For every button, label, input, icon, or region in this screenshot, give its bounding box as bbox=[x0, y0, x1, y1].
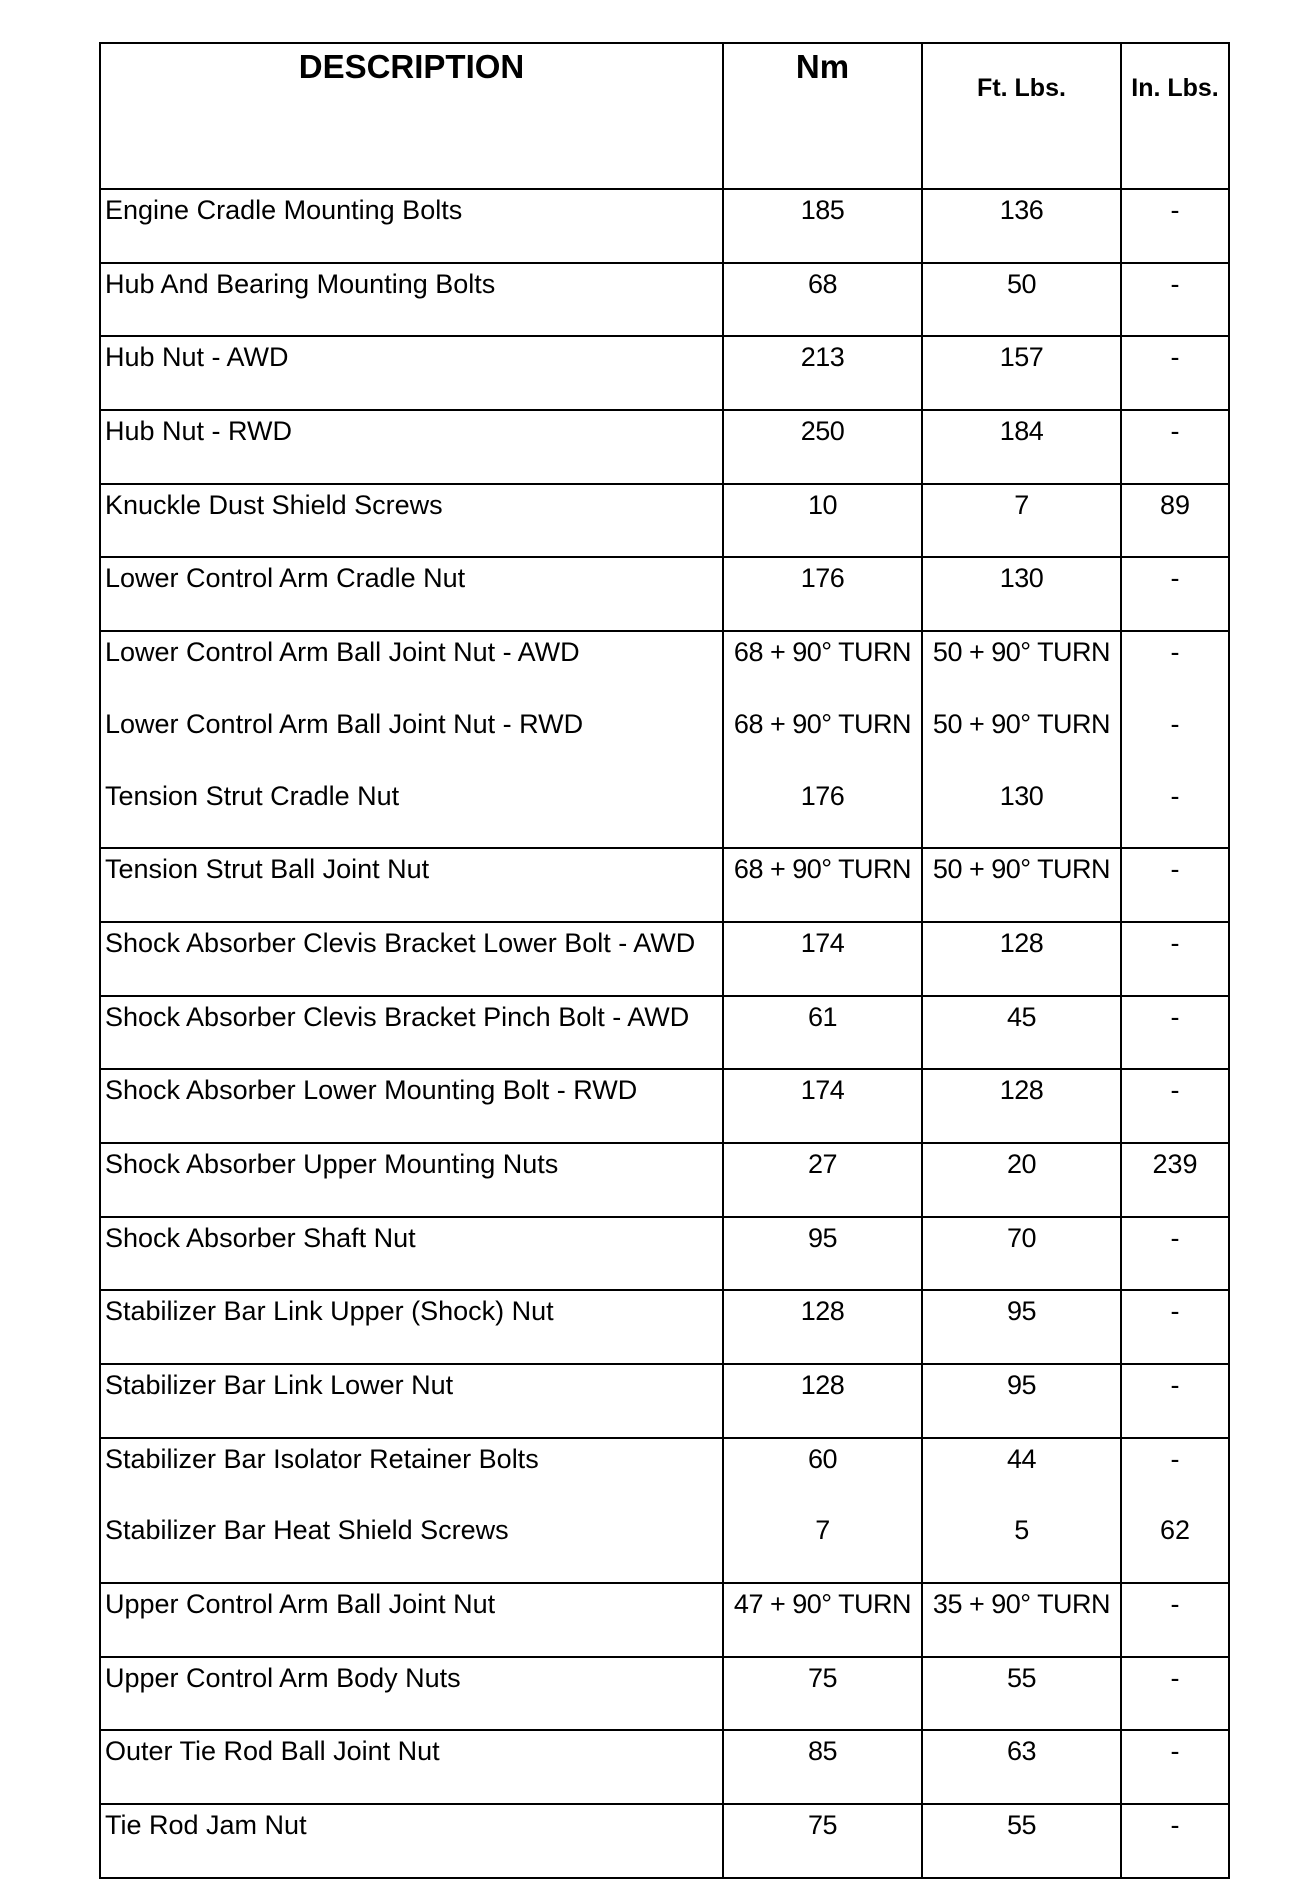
table-row bbox=[100, 557, 1229, 631]
ft-lbs-cell bbox=[922, 336, 1121, 410]
in-lbs-cell bbox=[1121, 1069, 1229, 1143]
description-line: Stabilizer Bar Isolator Retainer Bolts bbox=[105, 1443, 539, 1474]
description-cell bbox=[100, 996, 723, 1070]
table-row bbox=[100, 1143, 1229, 1217]
description-line: Hub Nut - RWD bbox=[105, 416, 293, 447]
in-lbs-cell bbox=[1121, 996, 1229, 1070]
in-lbs-cell bbox=[1121, 263, 1229, 337]
table-row bbox=[100, 1730, 1229, 1804]
in-lbs-value: - bbox=[1170, 342, 1180, 373]
nm-value: 128 bbox=[800, 1370, 845, 1400]
in-lbs-value: - bbox=[1170, 1810, 1180, 1841]
ft-lbs-value: 50 + 90° TURN bbox=[932, 708, 1111, 739]
torque-spec-table bbox=[99, 42, 1230, 1879]
description-line: Shock Absorber Upper Mounting Nuts bbox=[105, 1148, 559, 1179]
description-cell bbox=[100, 484, 723, 558]
ft-lbs-value: 128 bbox=[999, 927, 1044, 958]
nm-cell bbox=[723, 1143, 922, 1217]
description-cell bbox=[100, 189, 723, 263]
description-cell bbox=[100, 263, 723, 337]
table-row bbox=[100, 1657, 1229, 1731]
ft-lbs-value: 45 bbox=[1006, 1001, 1037, 1032]
in-lbs-cell bbox=[1121, 189, 1229, 263]
ft-lbs-value: 130 bbox=[999, 563, 1044, 594]
nm-value: 68 + 90° TURN bbox=[733, 854, 912, 885]
description-cell bbox=[100, 922, 723, 996]
description-cell bbox=[100, 1143, 723, 1217]
description-line: Stabilizer Bar Link Upper (Shock) Nut bbox=[105, 1296, 554, 1327]
nm-cell bbox=[723, 922, 922, 996]
ft-lbs-value: 44 bbox=[1006, 1443, 1037, 1474]
in-lbs-value: 62 bbox=[1159, 1515, 1191, 1546]
nm-cell bbox=[723, 1069, 922, 1143]
in-lbs-cell bbox=[1121, 557, 1229, 631]
nm-cell bbox=[723, 484, 922, 558]
table-row bbox=[100, 631, 1229, 848]
in-lbs-cell bbox=[1121, 1730, 1229, 1804]
table-row bbox=[100, 1364, 1229, 1438]
in-lbs-value: - bbox=[1170, 1662, 1180, 1693]
in-lbs-cell bbox=[1121, 1438, 1229, 1583]
nm-cell bbox=[723, 848, 922, 922]
description-line: Stabilizer Bar Link Lower Nut bbox=[105, 1370, 454, 1400]
in-lbs-cell bbox=[1121, 410, 1229, 484]
nm-value: 75 bbox=[807, 1810, 838, 1841]
nm-cell bbox=[723, 410, 922, 484]
nm-value: 60 bbox=[807, 1443, 838, 1474]
in-lbs-cell bbox=[1121, 1143, 1229, 1217]
in-lbs-value: - bbox=[1170, 780, 1180, 811]
nm-cell bbox=[723, 631, 922, 848]
table-row bbox=[100, 1217, 1229, 1291]
table-row bbox=[100, 1583, 1229, 1657]
in-lbs-value: - bbox=[1170, 708, 1180, 739]
description-cell bbox=[100, 410, 723, 484]
nm-cell bbox=[723, 1217, 922, 1291]
nm-cell bbox=[723, 1290, 922, 1364]
in-lbs-value: - bbox=[1170, 416, 1180, 447]
ft-lbs-value: 50 + 90° TURN bbox=[932, 637, 1111, 668]
nm-value: 128 bbox=[800, 1296, 845, 1327]
description-cell bbox=[100, 1364, 723, 1438]
nm-cell bbox=[723, 263, 922, 337]
in-lbs-cell bbox=[1121, 1657, 1229, 1731]
ft-lbs-header: Ft. Lbs. bbox=[922, 43, 1121, 189]
in-lbs-value: - bbox=[1170, 927, 1180, 958]
in-lbs-value: 89 bbox=[1159, 489, 1191, 520]
in-lbs-cell bbox=[1121, 1804, 1229, 1878]
nm-value: 10 bbox=[807, 489, 838, 520]
in-lbs-value: - bbox=[1170, 1075, 1180, 1106]
in-lbs-value: - bbox=[1170, 1589, 1180, 1620]
description-line: Tension Strut Cradle Nut bbox=[105, 780, 400, 811]
ft-lbs-cell bbox=[922, 557, 1121, 631]
in-lbs-value: - bbox=[1170, 268, 1180, 299]
ft-lbs-cell bbox=[922, 996, 1121, 1070]
in-lbs-cell bbox=[1121, 484, 1229, 558]
description-header: DESCRIPTION bbox=[100, 43, 723, 189]
in-lbs-cell bbox=[1121, 336, 1229, 410]
ft-lbs-value: 5 bbox=[1014, 1515, 1029, 1546]
ft-lbs-value: 50 bbox=[1006, 268, 1037, 299]
in-lbs-value: - bbox=[1170, 854, 1180, 885]
ft-lbs-cell bbox=[922, 484, 1121, 558]
nm-value: 85 bbox=[807, 1736, 838, 1767]
in-lbs-cell bbox=[1121, 922, 1229, 996]
nm-value: 174 bbox=[800, 927, 845, 958]
ft-lbs-value: 20 bbox=[1006, 1148, 1037, 1179]
description-cell bbox=[100, 1804, 723, 1878]
ft-lbs-cell bbox=[922, 1290, 1121, 1364]
table-row bbox=[100, 1069, 1229, 1143]
description-cell bbox=[100, 1069, 723, 1143]
in-lbs-cell bbox=[1121, 848, 1229, 922]
table-row bbox=[100, 1438, 1229, 1583]
table-row bbox=[100, 848, 1229, 922]
ft-lbs-cell bbox=[922, 1069, 1121, 1143]
nm-value: 213 bbox=[800, 342, 845, 373]
description-line: Lower Control Arm Ball Joint Nut - AWD bbox=[105, 637, 580, 668]
table-row bbox=[100, 922, 1229, 996]
nm-value: 27 bbox=[807, 1148, 838, 1179]
nm-cell bbox=[723, 1804, 922, 1878]
description-line: Knuckle Dust Shield Screws bbox=[105, 489, 443, 520]
in-lbs-value: - bbox=[1170, 637, 1180, 668]
description-line: Shock Absorber Clevis Bracket Pinch Bolt - AWD bbox=[105, 1001, 690, 1032]
description-line: Outer Tie Rod Ball Joint Nut bbox=[105, 1736, 440, 1767]
table-row bbox=[100, 1804, 1229, 1878]
description-cell bbox=[100, 631, 723, 848]
in-lbs-value: - bbox=[1170, 1222, 1180, 1253]
ft-lbs-cell bbox=[922, 410, 1121, 484]
description-cell bbox=[100, 1438, 723, 1583]
description-line: Upper Control Arm Body Nuts bbox=[105, 1662, 461, 1693]
ft-lbs-value: 55 bbox=[1006, 1810, 1037, 1841]
table-row bbox=[100, 336, 1229, 410]
description-line: Lower Control Arm Cradle Nut bbox=[105, 563, 466, 594]
in-lbs-value: - bbox=[1170, 1370, 1180, 1400]
table-row bbox=[100, 189, 1229, 263]
nm-cell bbox=[723, 1364, 922, 1438]
ft-lbs-cell bbox=[922, 263, 1121, 337]
ft-lbs-cell bbox=[922, 1583, 1121, 1657]
description-cell bbox=[100, 848, 723, 922]
description-cell bbox=[100, 1290, 723, 1364]
table-row bbox=[100, 996, 1229, 1070]
ft-lbs-cell bbox=[922, 1217, 1121, 1291]
nm-value: 174 bbox=[800, 1075, 845, 1106]
ft-lbs-cell bbox=[922, 189, 1121, 263]
in-lbs-value: - bbox=[1170, 195, 1180, 225]
nm-value: 176 bbox=[800, 563, 845, 594]
nm-cell bbox=[723, 336, 922, 410]
nm-value: 68 + 90° TURN bbox=[733, 708, 912, 739]
description-cell bbox=[100, 1657, 723, 1731]
in-lbs-value: - bbox=[1170, 1443, 1180, 1474]
description-line: Engine Cradle Mounting Bolts bbox=[105, 195, 463, 225]
nm-cell bbox=[723, 1583, 922, 1657]
description-cell bbox=[100, 1583, 723, 1657]
nm-value: 7 bbox=[815, 1515, 830, 1546]
in-lbs-cell bbox=[1121, 631, 1229, 848]
ft-lbs-value: 130 bbox=[999, 780, 1044, 811]
nm-cell bbox=[723, 557, 922, 631]
description-cell bbox=[100, 1217, 723, 1291]
description-line: Hub Nut - AWD bbox=[105, 342, 289, 373]
description-line: Upper Control Arm Ball Joint Nut bbox=[105, 1589, 496, 1620]
in-lbs-cell bbox=[1121, 1583, 1229, 1657]
nm-cell bbox=[723, 1657, 922, 1731]
ft-lbs-cell bbox=[922, 1657, 1121, 1731]
ft-lbs-value: 95 bbox=[1006, 1296, 1037, 1327]
header-row bbox=[100, 43, 1229, 189]
nm-value: 68 + 90° TURN bbox=[733, 637, 912, 668]
ft-lbs-cell bbox=[922, 848, 1121, 922]
description-cell bbox=[100, 336, 723, 410]
in-lbs-value: - bbox=[1170, 563, 1180, 594]
ft-lbs-value: 70 bbox=[1006, 1222, 1037, 1253]
nm-value: 75 bbox=[807, 1662, 838, 1693]
description-cell bbox=[100, 1730, 723, 1804]
ft-lbs-cell bbox=[922, 1364, 1121, 1438]
nm-value: 61 bbox=[807, 1001, 838, 1032]
ft-lbs-value: 63 bbox=[1006, 1736, 1037, 1767]
ft-lbs-cell bbox=[922, 631, 1121, 848]
nm-cell bbox=[723, 1730, 922, 1804]
ft-lbs-value: 136 bbox=[999, 195, 1044, 225]
ft-lbs-cell bbox=[922, 1143, 1121, 1217]
nm-value: 176 bbox=[800, 780, 845, 811]
nm-value: 95 bbox=[807, 1222, 838, 1253]
in-lbs-value: 239 bbox=[1152, 1148, 1198, 1179]
description-line: Shock Absorber Clevis Bracket Lower Bolt - AWD bbox=[105, 927, 696, 958]
ft-lbs-value: 184 bbox=[999, 416, 1044, 447]
description-line: Tie Rod Jam Nut bbox=[105, 1810, 307, 1841]
description-cell bbox=[100, 557, 723, 631]
description-line: Hub And Bearing Mounting Bolts bbox=[105, 268, 496, 299]
table-row bbox=[100, 263, 1229, 337]
ft-lbs-cell bbox=[922, 1804, 1121, 1878]
ft-lbs-cell bbox=[922, 922, 1121, 996]
ft-lbs-value: 95 bbox=[1006, 1370, 1037, 1400]
in-lbs-cell bbox=[1121, 1217, 1229, 1291]
nm-cell bbox=[723, 1438, 922, 1583]
nm-cell bbox=[723, 189, 922, 263]
description-line: Shock Absorber Lower Mounting Bolt - RWD bbox=[105, 1075, 638, 1106]
in-lbs-value: - bbox=[1170, 1296, 1180, 1327]
ft-lbs-value: 7 bbox=[1014, 489, 1029, 520]
in-lbs-cell bbox=[1121, 1290, 1229, 1364]
nm-value: 47 + 90° TURN bbox=[733, 1589, 912, 1620]
nm-cell bbox=[723, 996, 922, 1070]
ft-lbs-value: 50 + 90° TURN bbox=[932, 854, 1111, 885]
nm-value: 250 bbox=[800, 416, 845, 447]
nm-value: 68 bbox=[807, 268, 838, 299]
ft-lbs-value: 35 + 90° TURN bbox=[932, 1589, 1111, 1620]
in-lbs-value: - bbox=[1170, 1736, 1180, 1767]
ft-lbs-value: 157 bbox=[999, 342, 1044, 373]
ft-lbs-cell bbox=[922, 1730, 1121, 1804]
table-row bbox=[100, 410, 1229, 484]
description-line: Lower Control Arm Ball Joint Nut - RWD bbox=[105, 708, 584, 739]
ft-lbs-value: 55 bbox=[1006, 1662, 1037, 1693]
description-line: Shock Absorber Shaft Nut bbox=[105, 1222, 416, 1253]
nm-header: Nm bbox=[723, 43, 922, 189]
in-lbs-cell bbox=[1121, 1364, 1229, 1438]
table-row bbox=[100, 484, 1229, 558]
ft-lbs-value: 128 bbox=[999, 1075, 1044, 1106]
table-row bbox=[100, 1290, 1229, 1364]
in-lbs-value: - bbox=[1170, 1001, 1180, 1032]
description-line: Stabilizer Bar Heat Shield Screws bbox=[105, 1515, 509, 1546]
ft-lbs-cell bbox=[922, 1438, 1121, 1583]
in-lbs-header: In. Lbs. bbox=[1121, 43, 1229, 189]
description-line: Tension Strut Ball Joint Nut bbox=[105, 854, 430, 885]
nm-value: 185 bbox=[800, 195, 845, 225]
